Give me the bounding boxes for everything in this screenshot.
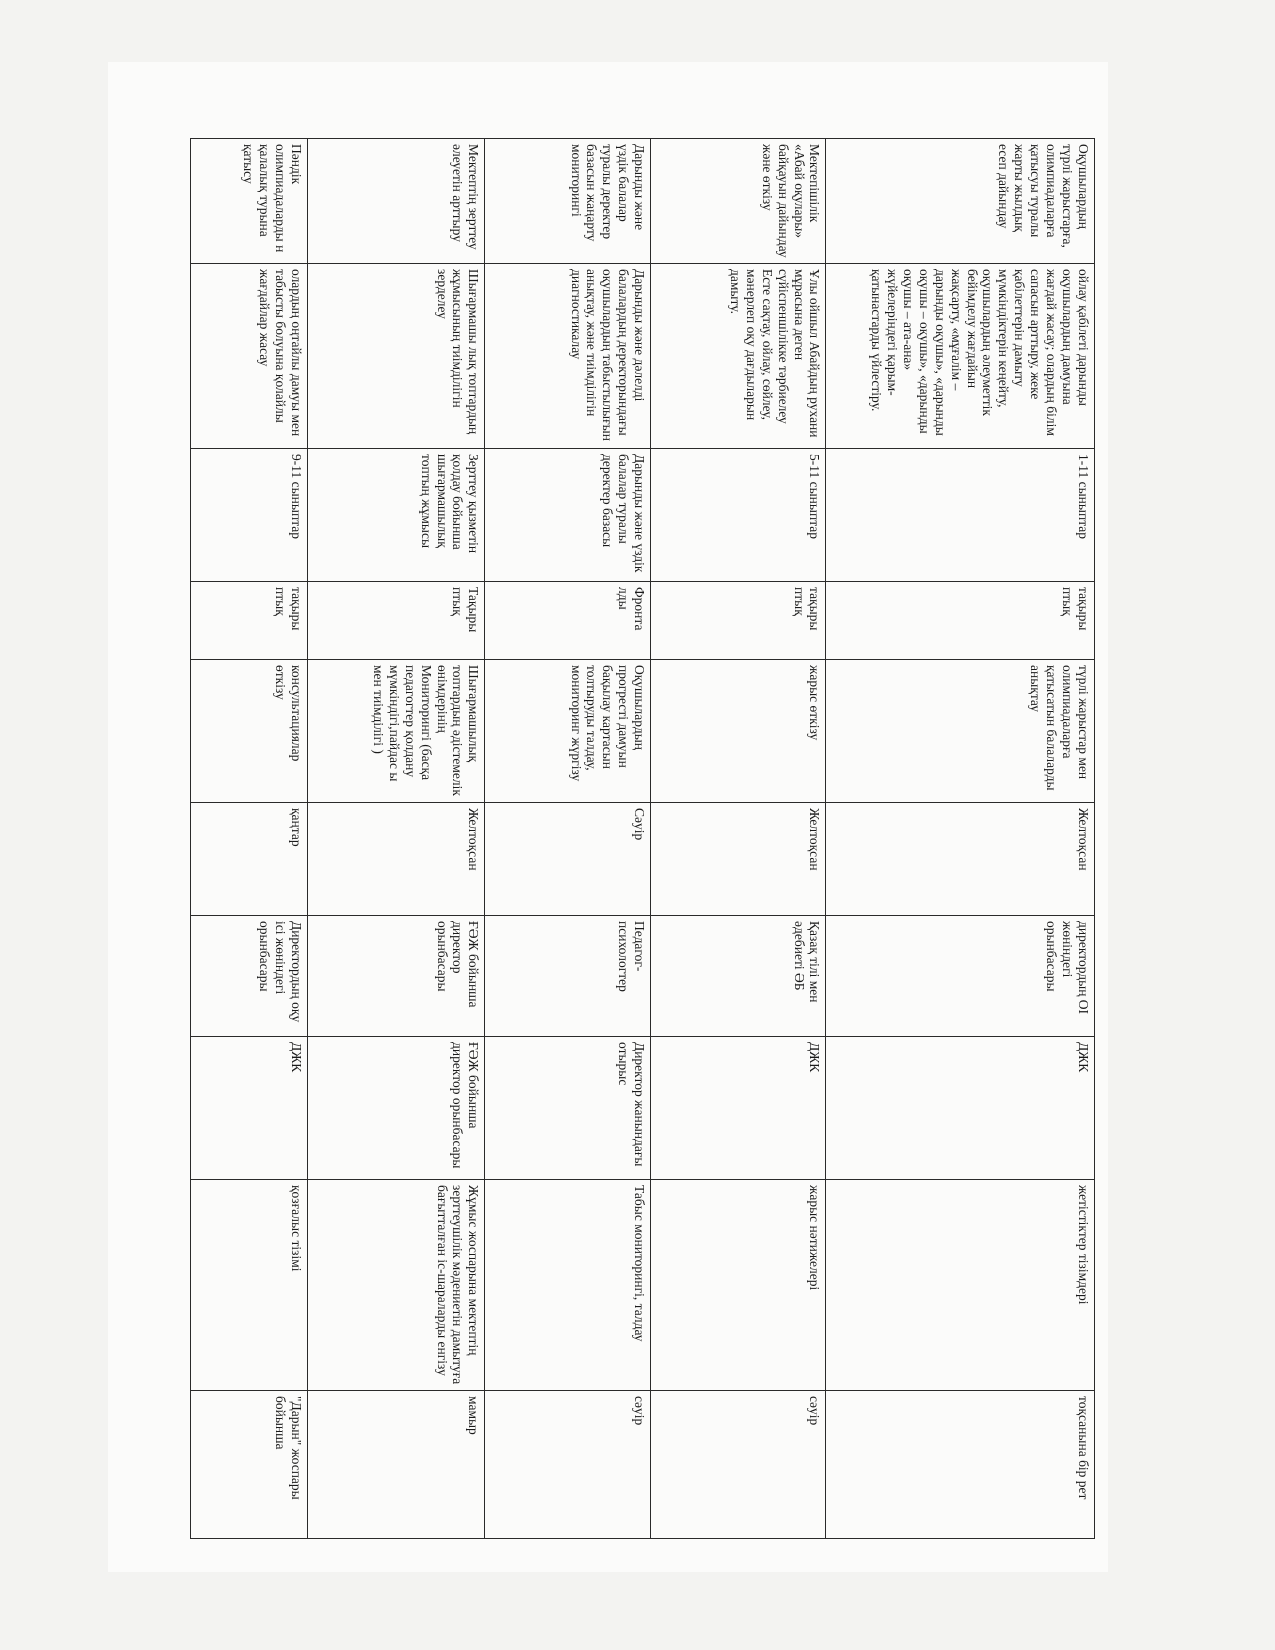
cell-topic: Оқушылардың түрлі жарыстарға, олимпиадаларға қатысуы туралы жарты жылдық есеп дайындау [826, 139, 1095, 264]
cell-goal: Шығармашы лық топтардың жұмысының тиімділігін зерделеу [307, 264, 485, 449]
cell-topic: Мектептің зерттеу әлеуетін арттыру [307, 139, 485, 264]
cell-month: Желтоқсан [307, 803, 485, 916]
cell-goal: Дарынды және дәлелді балалардың деректорындағы оқушылардың табыстылығын анықтау, және тиімділігін диагностикалау [485, 264, 651, 449]
cell-month: Желтоқсан [651, 803, 826, 916]
cell-object: 9-11 сыныптар [191, 449, 308, 582]
cell-review: ДЖК [651, 1037, 826, 1180]
cell-type: Фронта лды [485, 582, 651, 660]
cell-month: Желтоқсан [826, 803, 1095, 916]
cell-type: тақыры птық [651, 582, 826, 660]
cell-object: Дарынды және үздік балалар туралы деректер базасы [485, 449, 651, 582]
table-row [191, 139, 308, 1539]
cell-responsible: директордың ОІ жөніндегі орынбасары [826, 916, 1095, 1037]
cell-topic: Пәндік олимпиадаларды н қалалық турына қатысу [191, 139, 308, 264]
cell-term: "Дарын" жоспары бойынша [191, 1391, 308, 1539]
cell-term: сәуір [651, 1391, 826, 1539]
cell-topic: Мектепішілік «Абай оқулары» байқауын дайындау және өткізу [651, 139, 826, 264]
cell-result: қозғалыс тізімі [191, 1180, 308, 1391]
cell-term: сәуір [485, 1391, 651, 1539]
table-row [485, 139, 651, 1539]
cell-review: ДЖК [826, 1037, 1095, 1180]
cell-responsible: ҒӘЖ бойынша директор орынбасары [307, 916, 485, 1037]
cell-review: Директор жанындағы отырыс [485, 1037, 651, 1180]
cell-result: жарыс нәтижелері [651, 1180, 826, 1391]
cell-result: жетістіктер тізімдері [826, 1180, 1095, 1391]
cell-goal: ойлау қабілеті дарынды оқушылардың дамуына жағдай жасау; олардың білім сапасын арттыру, жеке қабілеттерін дамыту мүмкіндіктерін кеңейту, оқушылардың әлеуметтік бейімделу жағдайын жақсарту, «мұғалім – дарынды оқушы», «дарынды оқушы – оқушы», «дарынды оқушы – ата-ана» жүйелеріндегі қарым-қатынастарды үйлестіру. [826, 264, 1095, 449]
cell-goal: олардың оңтайлы дамуы мен табысты болуына қолайлы жағдайлар жасау [191, 264, 308, 449]
cell-type: тақыры птық [826, 582, 1095, 660]
table-row [651, 139, 826, 1539]
table-row [307, 139, 485, 1539]
plan-table [190, 138, 1095, 1539]
cell-month: Сәуір [485, 803, 651, 916]
cell-method: консультациялар өткізу [191, 660, 308, 803]
cell-goal: Ұлы ойшыл Абайдың рухани мұрасына деген сүйіспеншілікке тәрбиелеу Есте сақтау, ойлау, сөйлеу, мәнерлеп оқу дағдыларын дамыту. [651, 264, 826, 449]
cell-result: Жұмыс жоспарына мектептің зерттеушілік мәдениетін дамытуға бағытталған іс-шараларды енгізу [307, 1180, 485, 1391]
cell-object: Зерттеу қызметін қолдау бойынша шығармашылық топтың жұмысы [307, 449, 485, 582]
cell-object: 1-11 сыныптар [826, 449, 1095, 582]
cell-method: Оқушылардың прогресті дамуын бақылау картасын толтыруды талдау, мониторинг жүргізу [485, 660, 651, 803]
cell-method: жарыс өткізу [651, 660, 826, 803]
cell-method: Шығармашылық топтардың әдістемелік өнімдерінің Мониторингі (басқа педагогтер қолдану мүмкіндігі,пайдас ы мен тиімділігі ) [307, 660, 485, 803]
cell-responsible: Қазақ тілі мен әдебиеті ӘБ [651, 916, 826, 1037]
cell-month: қаңтар [191, 803, 308, 916]
cell-type: тақыры птық [191, 582, 308, 660]
table-row [826, 139, 1095, 1539]
rotated-table-wrapper [190, 138, 1095, 1538]
cell-term: мамыр [307, 1391, 485, 1539]
cell-result: Табыс мониторингі, талдау [485, 1180, 651, 1391]
cell-review: ДЖК [191, 1037, 308, 1180]
cell-responsible: Директордың оқу ісі жөніндегі орынбасары [191, 916, 308, 1037]
cell-type: Тақыры птық [307, 582, 485, 660]
cell-method: түрлі жарыстар мен олимпиадаларға қатысатын балаларды анықтау [826, 660, 1095, 803]
cell-responsible: Педагог-психологтер [485, 916, 651, 1037]
cell-review: ҒӘЖ бойынша директор орынбасары [307, 1037, 485, 1180]
cell-topic: Дарынды және үздік балалар туралы деректер базасын жаңарту мониторингі [485, 139, 651, 264]
cell-object: 5-11 сыныптар [651, 449, 826, 582]
cell-term: тоқсанына бір рет [826, 1391, 1095, 1539]
